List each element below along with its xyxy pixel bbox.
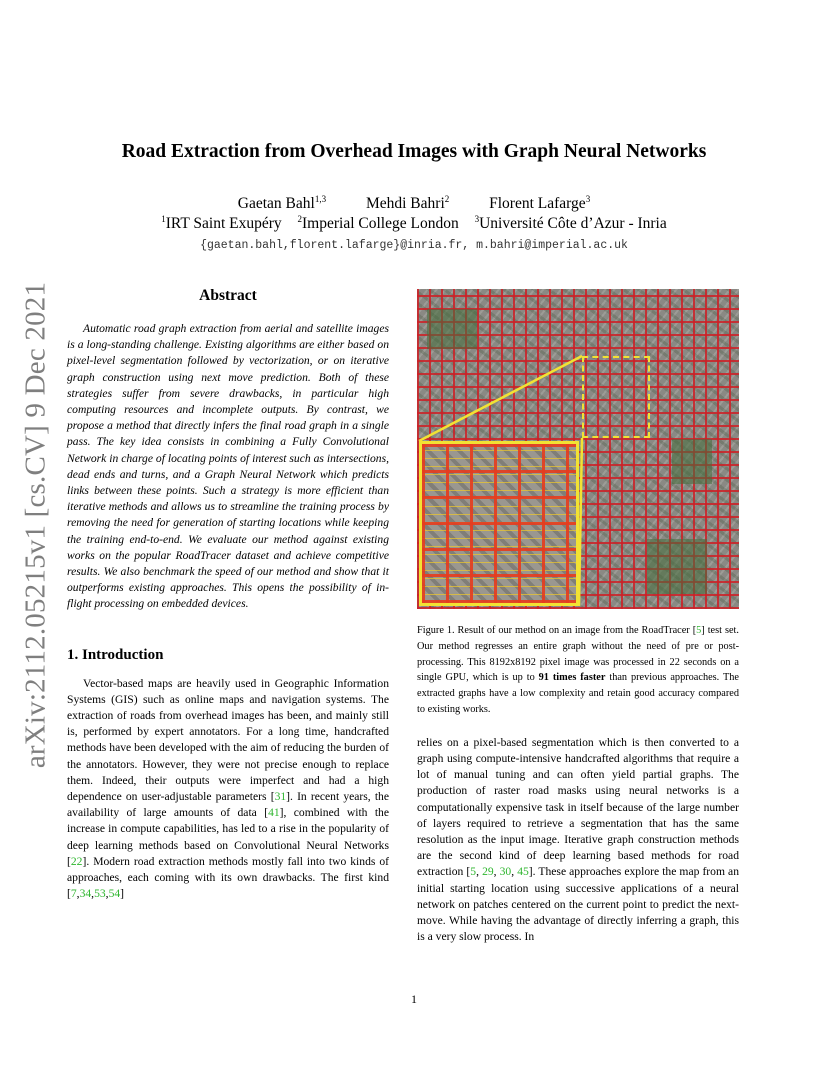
introduction-paragraph: Vector-based maps are heavily used in Geographic Information Systems (GIS) such as online maps and navigation systems. The extraction of roads from overhead images has been, and mainly still is, performed by expert annotators. For a long time, handcrafted methods have been developed with the aim of reducing the burden of the annotators. However, they were not precise enough to replace them. Indeed, their outputs were imperfect and had a high dependence on user-adjustable parameters [31]. In recent years, the availability of large amounts of data [41], combined with the increase in compute capabilities, has led to a rise in the popularity of deep learning methods based on Convolutional Neural Networks [22]. Modern road extraction methods mostly fall into two kinds of approaches, each coming with its own drawbacks. The first kind [7,34,53,54] (67, 676, 389, 901)
abstract-heading: Abstract (199, 287, 257, 304)
citation-link[interactable]: 30 (499, 865, 512, 879)
author-1: Gaetan Bahl$^{1,3}$ (237, 194, 327, 212)
author-block (0, 194, 828, 256)
affiliations (0, 214, 828, 234)
affiliation-1: $^1$IRT Saint Exupéry (161, 214, 282, 232)
citation-link[interactable]: 5 (470, 865, 477, 879)
author-emails: {gaetan.bahl,florent.lafarge}@inria.fr, m.bahri@imperial.ac.uk (200, 239, 628, 252)
citation-link[interactable]: 29 (482, 865, 494, 879)
citation-link[interactable]: 34 (79, 887, 92, 901)
citation-link[interactable]: 7 (70, 887, 77, 901)
left-column (67, 287, 389, 903)
citation-link[interactable]: 31 (274, 790, 287, 804)
author-names (0, 194, 828, 214)
introduction-paragraph-continued: relies on a pixel-based segmentation which is then converted to a graph using compute-intensive handcrafted algorithms that require a lot of manual tuning and can often yield partial graphs. The production of raster road masks using neural networks is a computationally expensive task in itself because of the large number of layers required to retrieve a segmentation that has the same resolution as the input image. Iterative graph construction methods are the second kind of deep learning based methods for road extraction [5, 29, 30, 45]. These approaches explore the map from an initial starting location using successive applications of a neural network on patches centered on the current point to predict the next-move. While having the advantage of directly inferring a graph, this is a very slow process. In (417, 735, 739, 944)
right-column (417, 289, 739, 945)
figure-1-aerial-road-graph (417, 289, 739, 609)
citation-link[interactable]: 5 (696, 625, 702, 636)
citation-link[interactable]: 53 (94, 887, 106, 901)
citation-link[interactable]: 22 (70, 854, 83, 868)
citation-link[interactable]: 41 (268, 806, 280, 820)
affiliation-2: $^2$Imperial College London (297, 214, 459, 232)
affiliation-3: $^3$Université Côte d’Azur - Inria (474, 214, 667, 232)
section-heading-introduction: 1. Introduction (67, 646, 164, 663)
arxiv-identifier-text: arXiv:2112.05215v1 [cs.CV] 9 Dec 2021 (19, 281, 52, 769)
author-3: Florent Lafarge$^3$ (489, 194, 591, 212)
paper-title: Road Extraction from Overhead Images with Graph Neural Networks (121, 141, 707, 162)
author-2: Mehdi Bahri$^2$ (365, 194, 450, 212)
page-number: 1 (411, 992, 417, 1006)
arxiv-identifier-sidebar (14, 281, 58, 769)
zoomed-inset-image (419, 441, 579, 606)
citation-link[interactable]: 54 (108, 887, 121, 901)
abstract-text: Automatic road graph extraction from aerial and satellite images is a long-standing challenge. Existing algorithms are either based on pixel-level segmentation followed by vectorization, or on iterative graph construction using next move prediction. Both of these strategies suffer from severe drawbacks, in particular high computing resources and incomplete outputs. By contrast, we propose a method that directly infers the final road graph in a single pass. The key idea consists in combining a Fully Convolutional Network in charge of locating points of interest such as intersections, dead ends and turns, and a Graph Neural Network which predicts links between these points. Such a strategy is more efficient than iterative methods and allows us to streamline the training process by removing the need for generation of starting locations while keeping the training end-to-end. We evaluate our method against existing works on the popular RoadTracer dataset and achieve competitive results. We also benchmark the speed of our method and show that it outperforms existing approaches. This opens the possibility of in-flight processing on embedded devices. (67, 322, 389, 611)
figure-1-caption: Figure 1. Result of our method on an image from the RoadTracer [5] test set. Our method regresses an entire graph without the need of pre or post-processing. This 8192x8192 pixel image was processed in 22 seconds on a single GPU, which is up to 91 times faster than previous approaches. The extracted graphs have a low complexity and retain good accuracy compared to existing works. (417, 625, 739, 715)
citation-link[interactable]: 45 (517, 865, 529, 879)
